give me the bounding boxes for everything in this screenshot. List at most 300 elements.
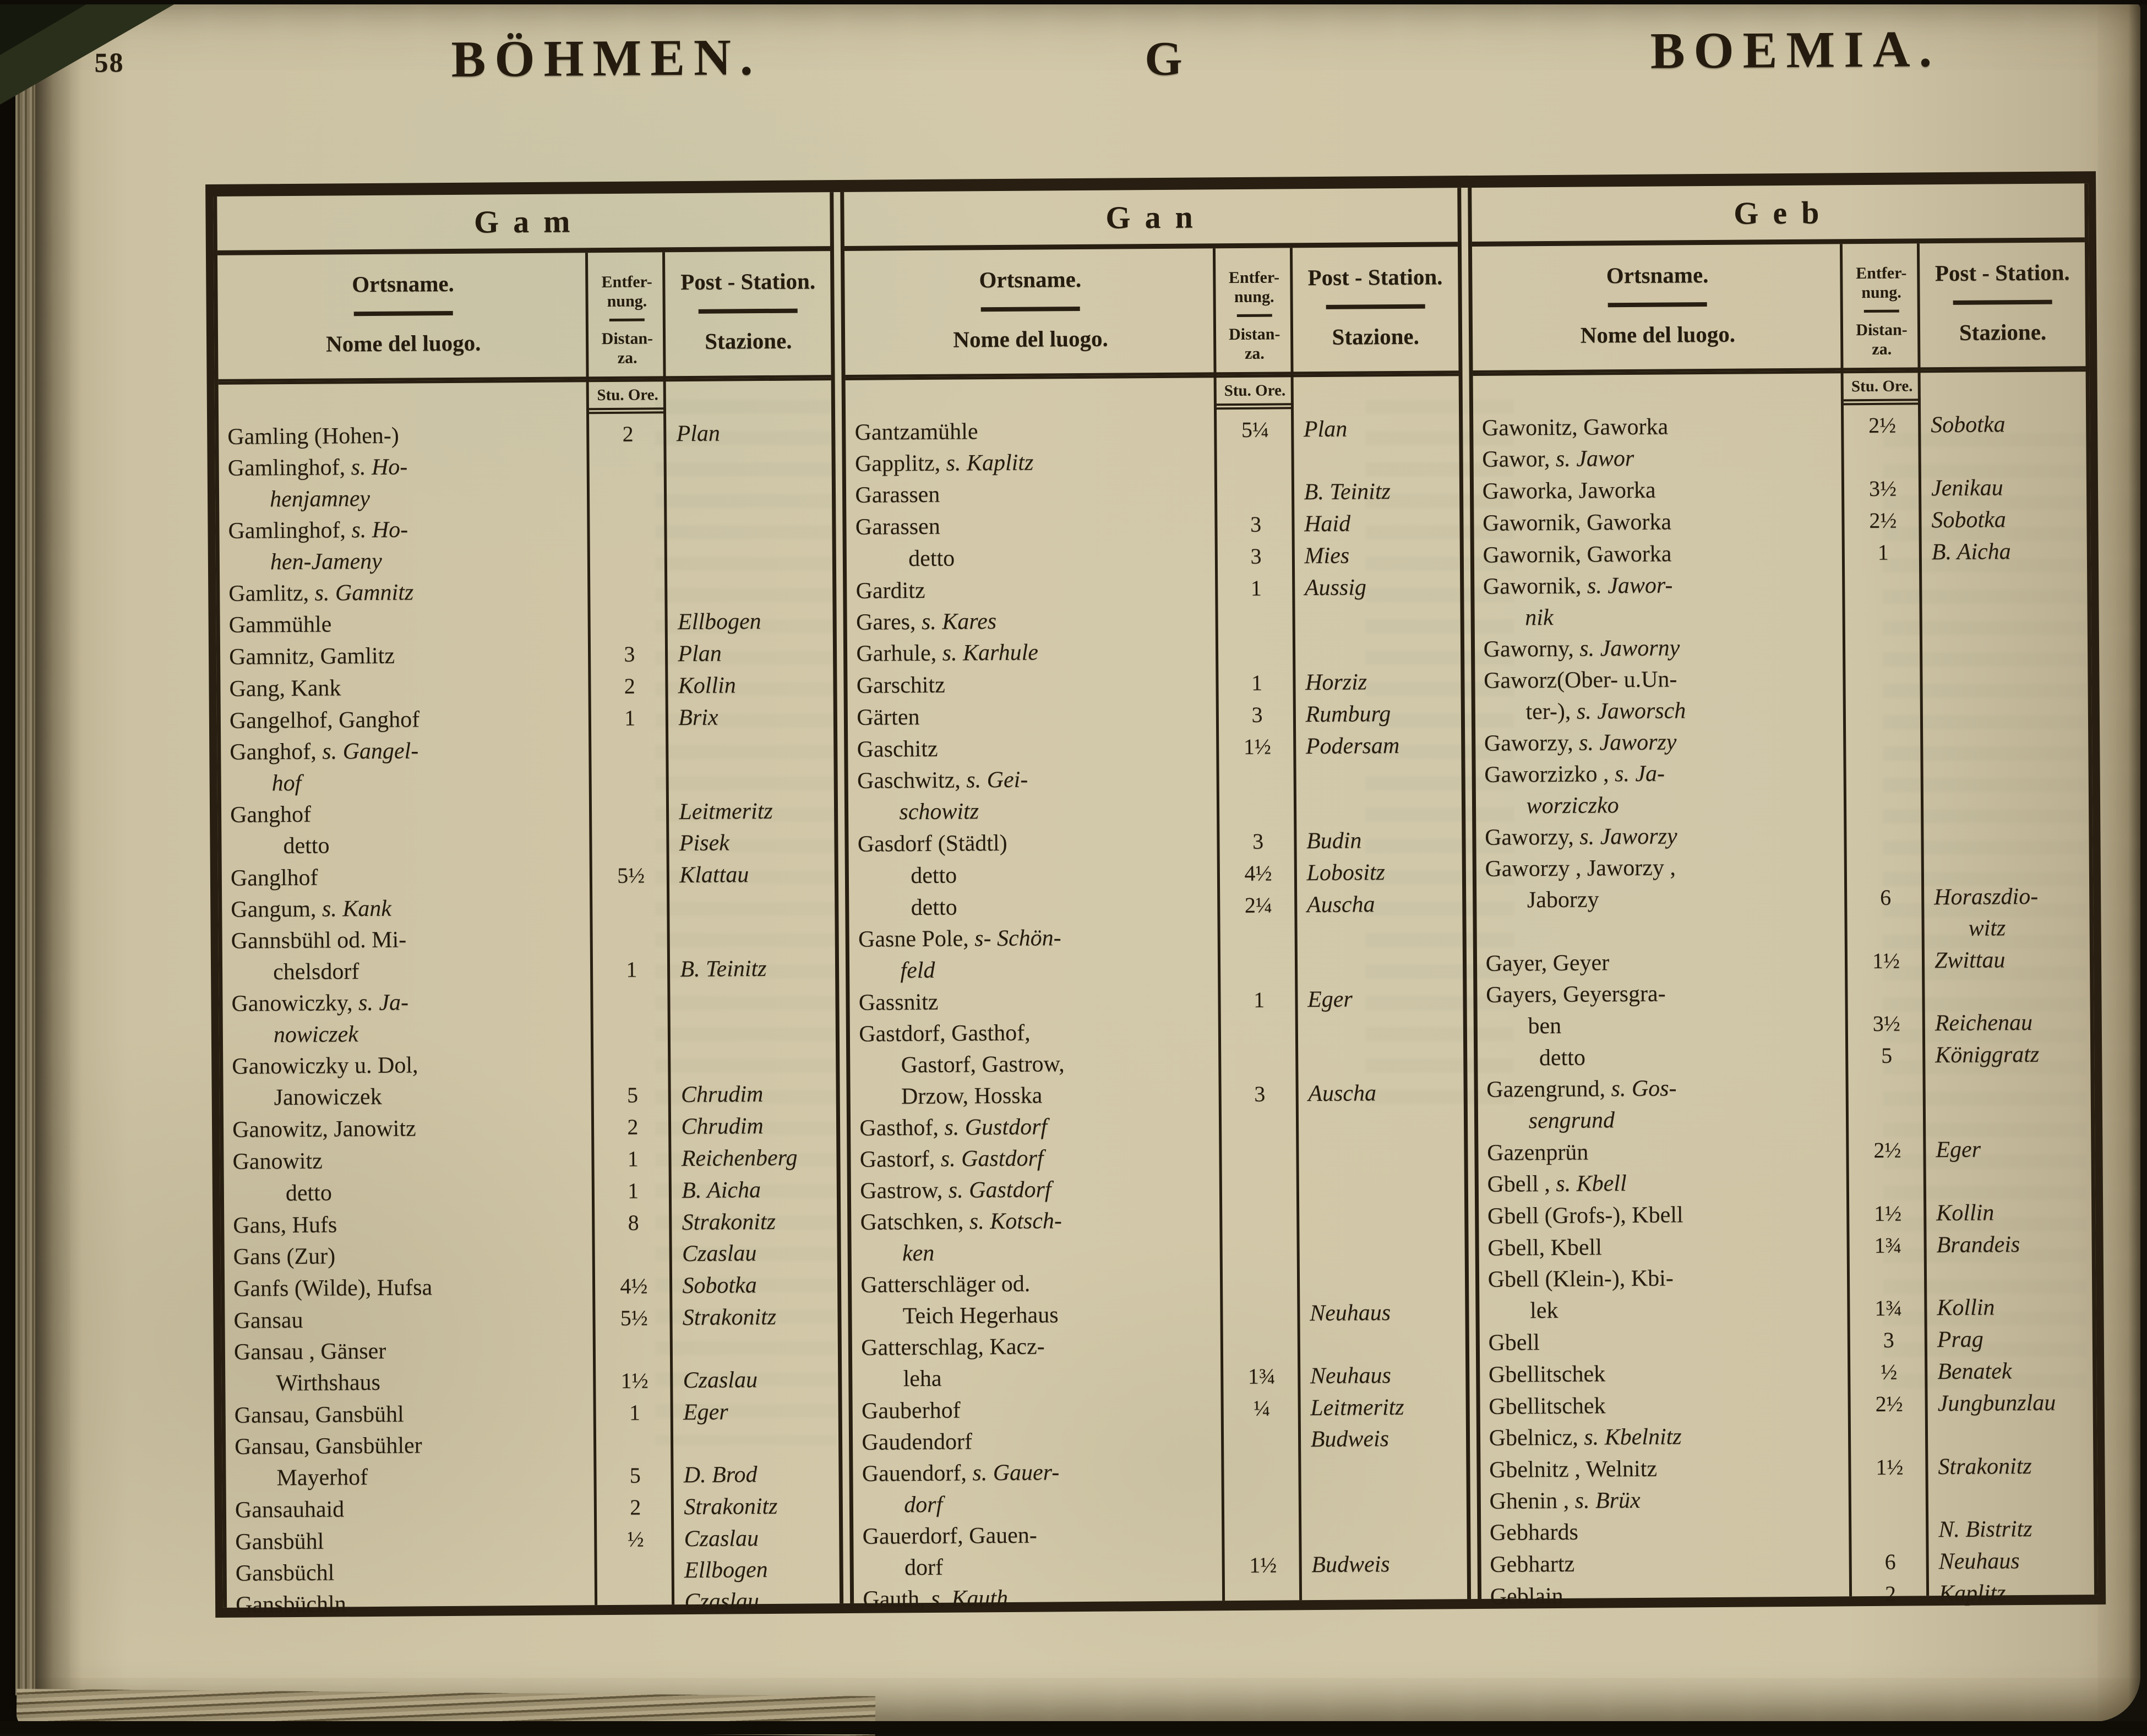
bottom-edge-shadow [0, 1721, 2147, 1734]
table-row [1475, 724, 2089, 760]
station-value: Neuhaus [1310, 1363, 1392, 1389]
station-value: Kollin [1936, 1200, 1995, 1226]
table-row [1481, 1544, 2094, 1581]
place-name: Gasthof, s. Gustdorf [859, 1114, 1048, 1141]
table-row [1480, 1482, 2094, 1517]
place-name: Gaworny, s. Jaworny [1483, 635, 1680, 662]
station-value: B. Aicha [682, 1177, 761, 1204]
place-name: Gazenprün [1486, 1139, 1589, 1166]
station-value: Eger [1307, 986, 1353, 1013]
table-row [846, 476, 1459, 511]
place-name: Gansau, Gansbühler Mayerhof [234, 1433, 422, 1491]
distance-value: 1½ [620, 1368, 649, 1393]
place-name: Gebhartz [1490, 1551, 1575, 1577]
distance-value: 2 [630, 1494, 641, 1520]
place-name: Gaworzy , Jaworzy , Jaborzy [1485, 855, 1676, 913]
distance-value: 2½ [1868, 412, 1897, 438]
table-row [850, 1014, 1463, 1113]
col-header-stazione: Stazione. [1332, 323, 1420, 350]
table-row [853, 1423, 1466, 1459]
station-value: Neuhaus [1938, 1548, 2020, 1575]
station-value: Sobotka [682, 1273, 757, 1299]
place-name: detto [285, 1180, 333, 1207]
units-row [846, 376, 1459, 412]
station-value [1302, 1611, 1467, 1612]
distance-value: 3 [624, 641, 635, 667]
place-name: Ganghof, s. Gangel- hof [230, 738, 419, 796]
distance-value: ½ [1881, 1359, 1898, 1384]
station-value: Leitmeritz [1310, 1394, 1404, 1421]
place-name: Gamlinghof, s. Ho- henjamney [227, 454, 408, 512]
table-row [847, 603, 1461, 638]
station-value: Prag [1937, 1326, 1983, 1353]
distance-value: 1½ [1249, 1552, 1277, 1577]
table-row [224, 1110, 837, 1146]
distance-value: 3 [1252, 828, 1264, 854]
station-value: Brix [678, 705, 718, 731]
units-row [1473, 372, 2086, 408]
distance-value: 2 [627, 1114, 639, 1139]
table-row [847, 571, 1460, 607]
place-name: detto [1539, 1045, 1586, 1071]
table-row [849, 856, 1462, 892]
station-value: D. Brod [683, 1462, 758, 1488]
place-name: Gauerdorf, Gauen- dorf [862, 1522, 1037, 1581]
table-row [1479, 1323, 2092, 1359]
place-name: Gbell (Klein-), Kbi- lek [1487, 1265, 1674, 1324]
table-row [1475, 661, 2088, 728]
table-row [849, 824, 1462, 860]
column-group [1468, 183, 2098, 1609]
station-value: Horziz [1305, 669, 1367, 696]
table-row [221, 733, 834, 800]
column-group [213, 192, 843, 1618]
station-value: Neuhaus [1309, 1300, 1391, 1326]
units-row [219, 380, 832, 417]
table-row [1475, 630, 2088, 665]
table-row [848, 665, 1461, 702]
place-name: Gastdorf, Gasthof, Gastorf, Gastrow, Drzow, Hosska [859, 1020, 1065, 1110]
station-value: Eger [683, 1399, 728, 1426]
place-name: Gbell (Grofs-), Kbell [1487, 1202, 1683, 1229]
station-value: Horaszdio- witz [1934, 883, 2039, 941]
place-name: Gansau , Gänser Wirthshaus [233, 1338, 386, 1396]
table-row [851, 1171, 1464, 1207]
place-name: Gawornik, Gaworka [1482, 509, 1672, 536]
column-group [841, 188, 1471, 1612]
station-value: Auscha [1306, 892, 1375, 918]
distance-value: 1¾ [1247, 1363, 1276, 1389]
table-row [853, 1517, 1467, 1584]
distance-value: 2¼ [1244, 892, 1273, 918]
station-value: Brandeis [1936, 1232, 2020, 1258]
place-name: Gauendorf, s. Gauer- dorf [862, 1460, 1060, 1518]
ortsname-header-cell [1472, 260, 1844, 362]
station-value: Strakonitz [682, 1209, 776, 1236]
header-rule [1864, 310, 1899, 313]
table-row [1474, 471, 2087, 507]
station-value: B. Teinitz [1304, 479, 1391, 505]
table-row [224, 1173, 837, 1210]
table-row [223, 1047, 836, 1114]
station-value: N. Bistritz [1938, 1516, 2032, 1543]
distance-value: ¼ [1254, 1395, 1271, 1421]
station-value: B. Teinitz [680, 956, 767, 982]
distance-value [1225, 1612, 1302, 1613]
distance-value: 1 [627, 1146, 639, 1171]
table-row [221, 701, 834, 737]
distance-value: 1½ [1876, 1454, 1904, 1480]
distance-header-cell [588, 269, 666, 368]
col-header-nome: Nome del luogo. [953, 325, 1108, 352]
station-value: Strakonitz [684, 1493, 778, 1520]
place-name: Ganglhof [230, 865, 318, 891]
place-name: Gatterschlag, Kacz- leha [861, 1334, 1045, 1392]
place-name: Gauth, s. Kauth [863, 1585, 1009, 1612]
table-row [1474, 567, 2088, 634]
place-name: Gangum, s. Kank [231, 896, 392, 922]
table-row [1476, 818, 2089, 854]
table-row [222, 921, 836, 989]
distance-value: 4½ [620, 1273, 648, 1298]
col-header-entfernung: Entfer- nung. [1228, 268, 1280, 307]
table-row [226, 1490, 840, 1526]
header-rule [1236, 314, 1272, 317]
distance-value: 1 [629, 1400, 641, 1425]
table-row [1473, 408, 2086, 444]
table-row [850, 982, 1463, 1019]
station-value: Klattau [679, 862, 749, 888]
station-value: Podersam [1305, 733, 1400, 760]
table-row [1477, 975, 2090, 1042]
distance-value: 3 [1250, 543, 1262, 569]
table-row [1478, 1038, 2091, 1074]
table-row [1474, 535, 2087, 571]
place-name: Gaschitz [857, 736, 938, 762]
table-row [852, 1265, 1465, 1333]
page-title-letter: G [1144, 32, 1192, 86]
group-body [846, 408, 1467, 1615]
col-header-stazione: Stazione. [1959, 319, 2047, 345]
col-header-ortsname: Ortsname. [352, 270, 455, 297]
table-row [221, 827, 835, 862]
station-value: Aussig [1304, 575, 1367, 601]
place-name: Gaworzy, s. Jaworzy [1484, 823, 1677, 850]
place-name: Gazengrund, s. Gos- sengrund [1486, 1076, 1677, 1134]
place-name: Gans (Zur) [233, 1243, 336, 1270]
table-row [1480, 1450, 2094, 1486]
table-row [848, 697, 1461, 734]
place-name: Gaworzy, s. Jaworzy [1484, 729, 1677, 756]
table-row [847, 507, 1460, 543]
table-row [1478, 1133, 2091, 1169]
place-name: Ganowitz [232, 1148, 323, 1175]
distance-value: 2½ [1873, 1137, 1901, 1162]
place-name: Gansau [233, 1307, 303, 1334]
place-name: Gbell , s. Kbell [1487, 1171, 1627, 1197]
ortsname-header-cell [845, 265, 1217, 366]
place-name: Gamnitz, Gamlitz [228, 643, 395, 670]
header-rule [699, 309, 798, 314]
distance-value: 2 [1884, 1581, 1897, 1606]
table-row [226, 1522, 840, 1558]
place-name: Garassen [855, 514, 940, 540]
page-fore-edge-lines [15, 22, 35, 1695]
place-name: Gansau, Gansbühl [234, 1401, 404, 1428]
table-row [222, 984, 836, 1051]
table-row [849, 888, 1462, 924]
place-name: Gamlinghof, s. Ho- hen-Jameny [228, 517, 408, 575]
place-name: Gebhards [1489, 1519, 1579, 1546]
place-name: Gaworz(Ober- u.Un- ter-), s. Jaworsch [1483, 667, 1686, 725]
table-row [227, 1585, 840, 1621]
distance-value: 3 [1254, 1081, 1266, 1106]
place-name: Gansbüchl [235, 1560, 335, 1586]
header-rule [981, 307, 1080, 312]
station-value: Sobotka [1931, 507, 2006, 533]
station-value: Ellbogen [677, 609, 761, 635]
distance-value: 2½ [1869, 507, 1897, 533]
station-value: Strakonitz [1938, 1453, 2032, 1480]
table-row [220, 605, 833, 641]
header-rule [1326, 304, 1425, 309]
distance-header-cell [1216, 264, 1293, 363]
place-name: Gauberhof [861, 1397, 961, 1424]
station-value: Kaplitz [1938, 1580, 2006, 1607]
col-header-nome: Nome del luogo. [325, 330, 481, 357]
place-name: Gaschwitz, s. Gei- schowitz [857, 767, 1028, 825]
col-header-post-station: Post - Station. [1935, 259, 2070, 286]
distance-value: 1 [1877, 539, 1889, 565]
place-name: Gawornik, Gaworka [1483, 541, 1672, 568]
station-value: Pisek [679, 830, 729, 856]
table-row [851, 1140, 1464, 1176]
table-row [851, 1203, 1464, 1270]
place-name: Ganowiczky, s. Ja- nowiczek [231, 990, 409, 1048]
place-name: Ganghof [230, 801, 312, 828]
distance-value: 1 [1250, 575, 1262, 600]
station-value: Budin [1306, 828, 1362, 854]
distance-value: 8 [628, 1210, 639, 1235]
station-value: Budweis [1311, 1552, 1390, 1578]
place-name: Gans, Hufs [233, 1212, 337, 1238]
place-name: Gang, Kank [229, 675, 341, 702]
table-row [1476, 849, 2089, 941]
station-value: Jenikau [1931, 475, 2003, 501]
table-row [224, 1205, 837, 1242]
place-name: Gapplitz, s. Kaplitz [854, 450, 1034, 477]
page-title-italian: BOEMIA. [1650, 20, 1941, 80]
place-name: Gares, s. Kares [855, 609, 997, 635]
distance-value: 3 [1250, 511, 1262, 537]
distance-value: 2½ [1875, 1391, 1903, 1416]
distance-value: 2 [622, 421, 634, 446]
distance-value: 1½ [1872, 948, 1900, 973]
table-row [847, 634, 1461, 670]
place-name: Gannsbühl od. Mi- chelsdorf [231, 927, 407, 985]
distance-value: 5 [1881, 1042, 1893, 1068]
station-value: Plan [678, 641, 722, 667]
station-value: Czaslau [684, 1526, 759, 1552]
table-row [224, 1142, 837, 1178]
column-subheader [217, 251, 831, 379]
place-name: Gbellitschek [1488, 1361, 1606, 1388]
stu-ore-label: Stu. Ore. [589, 381, 666, 414]
distance-value: 6 [1880, 885, 1892, 910]
station-value: Kollin [678, 673, 737, 699]
col-header-post-station: Post - Station. [680, 268, 816, 295]
table-row [1480, 1355, 2093, 1391]
distance-value: ½ [627, 1526, 644, 1552]
col-header-entfernung: Entfer- nung. [1856, 264, 1907, 302]
station-value: Lobositz [1306, 860, 1386, 886]
place-name: Gangelhof, Ganghof [229, 707, 420, 734]
header-rule [609, 319, 645, 321]
distance-value: 1¾ [1874, 1232, 1902, 1258]
place-name: Gansbüchln [235, 1591, 346, 1618]
place-name: Gawonitz, Gaworka [1481, 414, 1669, 441]
place-name: Gbellitschek [1489, 1393, 1606, 1420]
place-name: detto [911, 862, 957, 889]
table-row [226, 1427, 839, 1494]
table-row [849, 920, 1463, 987]
place-name: Gayer, Geyer [1485, 950, 1610, 976]
column-subheader [1472, 242, 2086, 370]
table-row [1481, 1513, 2094, 1549]
distance-value: 1½ [1243, 734, 1272, 759]
table-row [222, 890, 835, 926]
distance-value: 5½ [617, 862, 645, 888]
place-name: Gasdorf (Städtl) [857, 830, 1007, 857]
table-row [1479, 1260, 2092, 1327]
table-row [227, 1554, 840, 1590]
group-title: Geb [1472, 183, 2085, 247]
table-row [854, 1580, 1467, 1615]
station-value: B. Aicha [1931, 539, 2011, 565]
table-row [219, 511, 832, 578]
station-value: Auscha [1308, 1080, 1377, 1107]
distance-value: 6 [1884, 1549, 1896, 1574]
table-row [220, 574, 833, 610]
place-name: Gbell, Kbell [1487, 1235, 1603, 1261]
table-row [846, 412, 1459, 449]
station-value: Czaslau [682, 1241, 757, 1267]
table-row [1481, 1576, 2095, 1613]
station-value: Czaslau [684, 1588, 759, 1615]
station-header-cell [1920, 259, 2085, 358]
station-value: Kollin [1937, 1295, 1995, 1321]
distance-value: 1½ [1874, 1200, 1902, 1226]
table-row [219, 449, 832, 516]
group-title: Gam [217, 192, 830, 255]
table-row [222, 858, 835, 894]
place-name: Ganfs (Wilde), Hufsa [233, 1275, 433, 1302]
place-name: Gassnitz [858, 989, 939, 1016]
station-value: Jungbunzlau [1937, 1390, 2056, 1417]
place-name: Gawornik, s. Jawor- nik [1483, 572, 1673, 631]
header-rule [1608, 302, 1707, 307]
station-value: Benatek [1937, 1358, 2012, 1385]
distance-value: 1¾ [1874, 1295, 1903, 1320]
table-row [1478, 1070, 2091, 1137]
place-name: Gayers, Geyersgra- ben [1485, 981, 1666, 1039]
place-name: Gbell [1488, 1330, 1540, 1356]
distance-value: 5 [626, 1082, 639, 1107]
station-value: Plan [676, 421, 721, 447]
place-name: Ghenin , s. Brüx [1489, 1487, 1641, 1514]
distance-header-cell [1843, 260, 1920, 359]
station-value: Plan [1303, 416, 1348, 443]
place-name: Gastorf, s. Gastdorf [859, 1145, 1044, 1172]
page-number: 58 [94, 47, 124, 78]
station-value: Ellbogen [684, 1557, 768, 1584]
place-name: Gamling (Hohen-) [227, 423, 399, 450]
place-name: detto [908, 545, 955, 572]
column-subheader [844, 247, 1458, 375]
distance-value: 1 [628, 1178, 639, 1203]
ortsname-header-cell [217, 269, 589, 370]
place-name: Ganowiczky u. Dol, Janowiczek [232, 1052, 418, 1111]
table-row [846, 444, 1459, 480]
col-header-post-station: Post - Station. [1307, 264, 1443, 291]
station-value: Rumburg [1305, 701, 1391, 728]
table-row [225, 1301, 838, 1337]
table-row [226, 1395, 839, 1432]
stu-ore-label: Stu. Ore. [1844, 373, 1921, 405]
place-name: Gantzamühle [854, 419, 978, 445]
table-row [853, 1454, 1467, 1521]
table-row [1479, 1228, 2092, 1264]
distance-value: 3½ [1872, 1011, 1900, 1036]
col-header-distanza: Distan- za. [1228, 325, 1280, 363]
right-edge-shadow [2128, 0, 2147, 1734]
table-row [219, 417, 832, 453]
table-row [1480, 1386, 2093, 1423]
place-name: Gamlitz, s. Gamnitz [228, 580, 414, 607]
table-row [852, 1328, 1465, 1395]
group-title: Gan [844, 188, 1458, 251]
col-header-entfernung: Entfer- nung. [601, 272, 652, 310]
table-row [225, 1333, 838, 1400]
distance-value: 3 [1251, 702, 1263, 727]
gazetteer-table [205, 171, 2106, 1618]
distance-value [598, 1617, 675, 1618]
distance-value: 4½ [1244, 860, 1272, 886]
table-row [1480, 1418, 2094, 1454]
table-row [1478, 1165, 2091, 1200]
place-name: Gastrow, s. Gastdorf [860, 1177, 1051, 1204]
place-name: Gärten [857, 705, 920, 730]
table-row [1476, 943, 2090, 980]
place-name: Garassen [855, 482, 940, 508]
table-row [1473, 440, 2086, 476]
table-row [220, 637, 833, 673]
book-binding-edge [0, 0, 83, 1734]
book-page [22, 3, 2140, 1722]
table-row [851, 1109, 1464, 1144]
station-value: Haid [1304, 511, 1351, 537]
page-title-german: BÖHMEN. [451, 29, 762, 88]
station-value: Leitmeritz [679, 798, 773, 825]
table-groups [213, 183, 2098, 1618]
place-name: Gaworzizko , s. Ja- worziczko [1484, 761, 1665, 819]
station-value: Reichenberg [681, 1145, 798, 1172]
table-row [853, 1391, 1466, 1427]
col-header-stazione: Stazione. [705, 327, 792, 354]
table-row [225, 1269, 838, 1305]
col-header-distanza: Distan- za. [601, 329, 653, 367]
table-row [1479, 1196, 2092, 1232]
